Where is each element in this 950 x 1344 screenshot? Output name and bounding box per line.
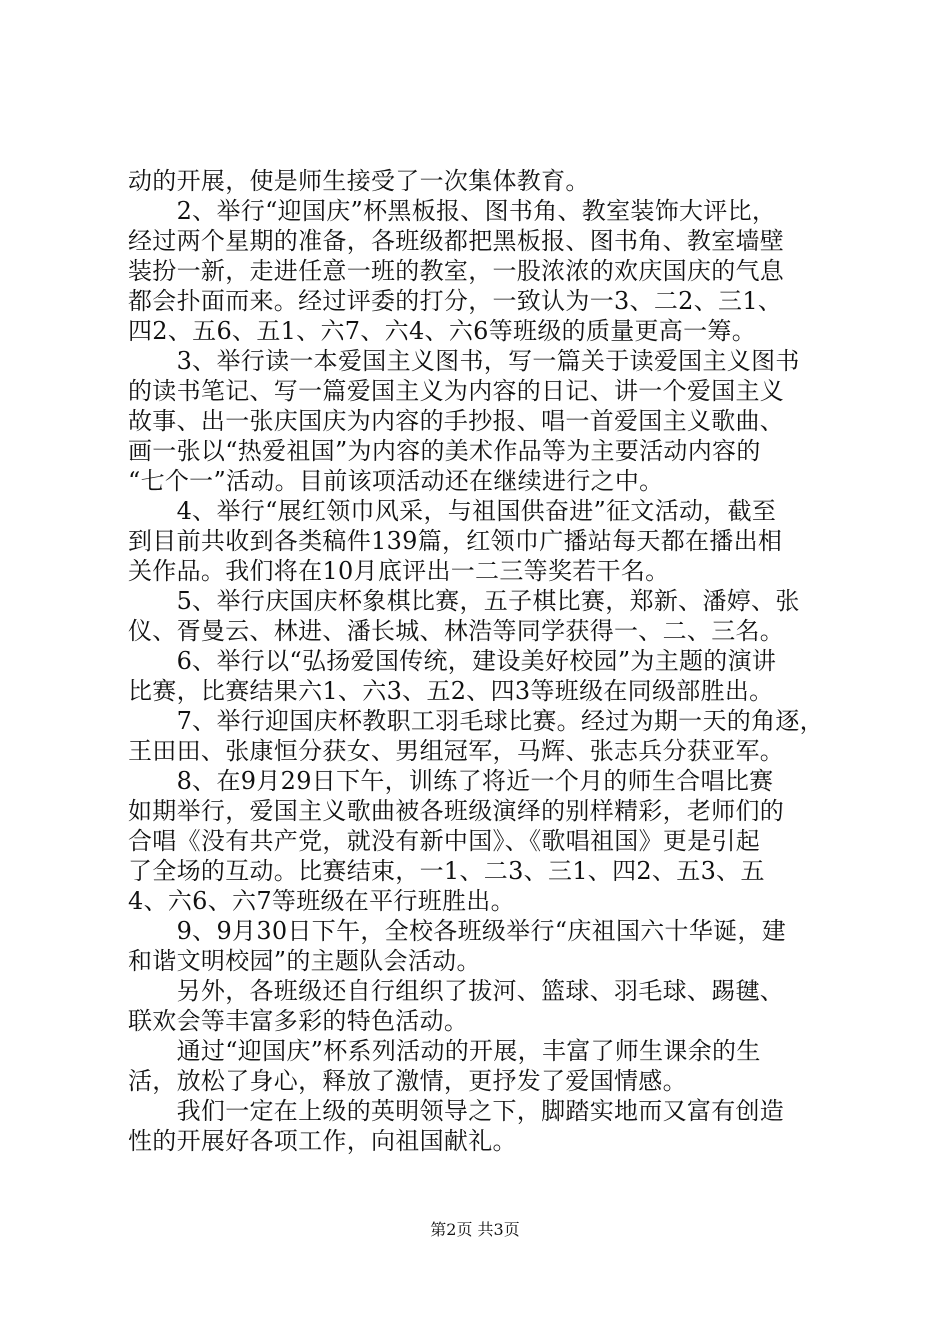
text-line: 性的开展好各项工作，向祖国献礼。 xyxy=(128,1127,517,1155)
text-line: 活，放松了身心，释放了激情，更抒发了爱国情感。 xyxy=(128,1067,687,1095)
text-line: 5、举行庆国庆杯象棋比赛，五子棋比赛，郑新、潘婷、张 xyxy=(128,587,800,615)
text-line: 的读书笔记、写一篇爱国主义为内容的日记、讲一个爱国主义 xyxy=(128,377,785,405)
text-line: 画一张以“热爱祖国”为内容的美术作品等为主要活动内容的 xyxy=(128,437,761,465)
text-line: 通过“迎国庆”杯系列活动的开展，丰富了师生课余的生 xyxy=(128,1037,761,1065)
text-line: 7、举行迎国庆杯教职工羽毛球比赛。经过为期一天的角逐， xyxy=(128,707,824,735)
text-line: 4、举行“展红领巾风采，与祖国供奋进”征文活动，截至 xyxy=(128,497,777,525)
text-line: 装扮一新，走进任意一班的教室，一股浓浓的欢庆国庆的气息 xyxy=(128,257,785,285)
text-line: 经过两个星期的准备，各班级都把黑板报、图书角、教室墙壁 xyxy=(128,227,785,255)
text-line: 6、举行以“弘扬爱国传统，建设美好校园”为主题的演讲 xyxy=(128,647,777,675)
text-line: 四2、五6、五1、六7、六4、六6等班级的质量更高一筹。 xyxy=(128,317,757,345)
text-line: 王田田、张康恒分获女、男组冠军，马辉、张志兵分获亚军。 xyxy=(128,737,785,765)
text-line: 仪、胥曼云、林进、潘长城、林浩等同学获得一、二、三名。 xyxy=(128,617,785,645)
document-body xyxy=(128,166,832,1156)
text-line: 了全场的互动。比赛结束，一1、二3、三1、四2、五3、五 xyxy=(128,857,765,885)
text-line: 都会扑面而来。经过评委的打分，一致认为一3、二2、三1、 xyxy=(128,287,783,315)
text-line: 到目前共收到各类稿件139篇，红领巾广播站每天都在播出相 xyxy=(128,527,783,555)
page-footer: 第2页 共3页 xyxy=(430,1220,520,1239)
text-line: 另外，各班级还自行组织了拔河、篮球、羽毛球、踢毽、 xyxy=(128,977,785,1005)
text-line: 关作品。我们将在10月底评出一二三等奖若干名。 xyxy=(128,557,670,585)
text-line: 2、举行“迎国庆”杯黑板报、图书角、教室装饰大评比， xyxy=(128,197,777,225)
text-line: 比赛，比赛结果六1、六3、五2、四3等班级在同级部胜出。 xyxy=(128,677,774,705)
text-line: 3、举行读一本爱国主义图书，写一篇关于读爱国主义图书 xyxy=(128,347,800,375)
text-line: 4、六6、六7等班级在平行班胜出。 xyxy=(128,887,515,915)
text-line: 8、在9月29日下午，训练了将近一个月的师生合唱比赛 xyxy=(128,767,774,795)
text-line: 9、9月30日下午，全校各班级举行“庆祖国六十华诞，建 xyxy=(128,917,787,945)
text-line: 合唱《没有共产党，就没有新中国》、《歌唱祖国》更是引起 xyxy=(128,827,761,855)
text-line: 联欢会等丰富多彩的特色活动。 xyxy=(128,1007,469,1035)
text-line: 和谐文明校园”的主题队会活动。 xyxy=(128,947,481,975)
text-line: 故事、出一张庆国庆为内容的手抄报、唱一首爱国主义歌曲、 xyxy=(128,407,785,435)
text-line: 我们一定在上级的英明领导之下，脚踏实地而又富有创造 xyxy=(128,1097,785,1125)
text-line: 如期举行，爱国主义歌曲被各班级演绎的别样精彩，老师们的 xyxy=(128,797,785,825)
text-line: “七个一”活动。目前该项活动还在继续进行之中。 xyxy=(128,467,664,495)
text-line: 动的开展，使是师生接受了一次集体教育。 xyxy=(128,167,590,195)
